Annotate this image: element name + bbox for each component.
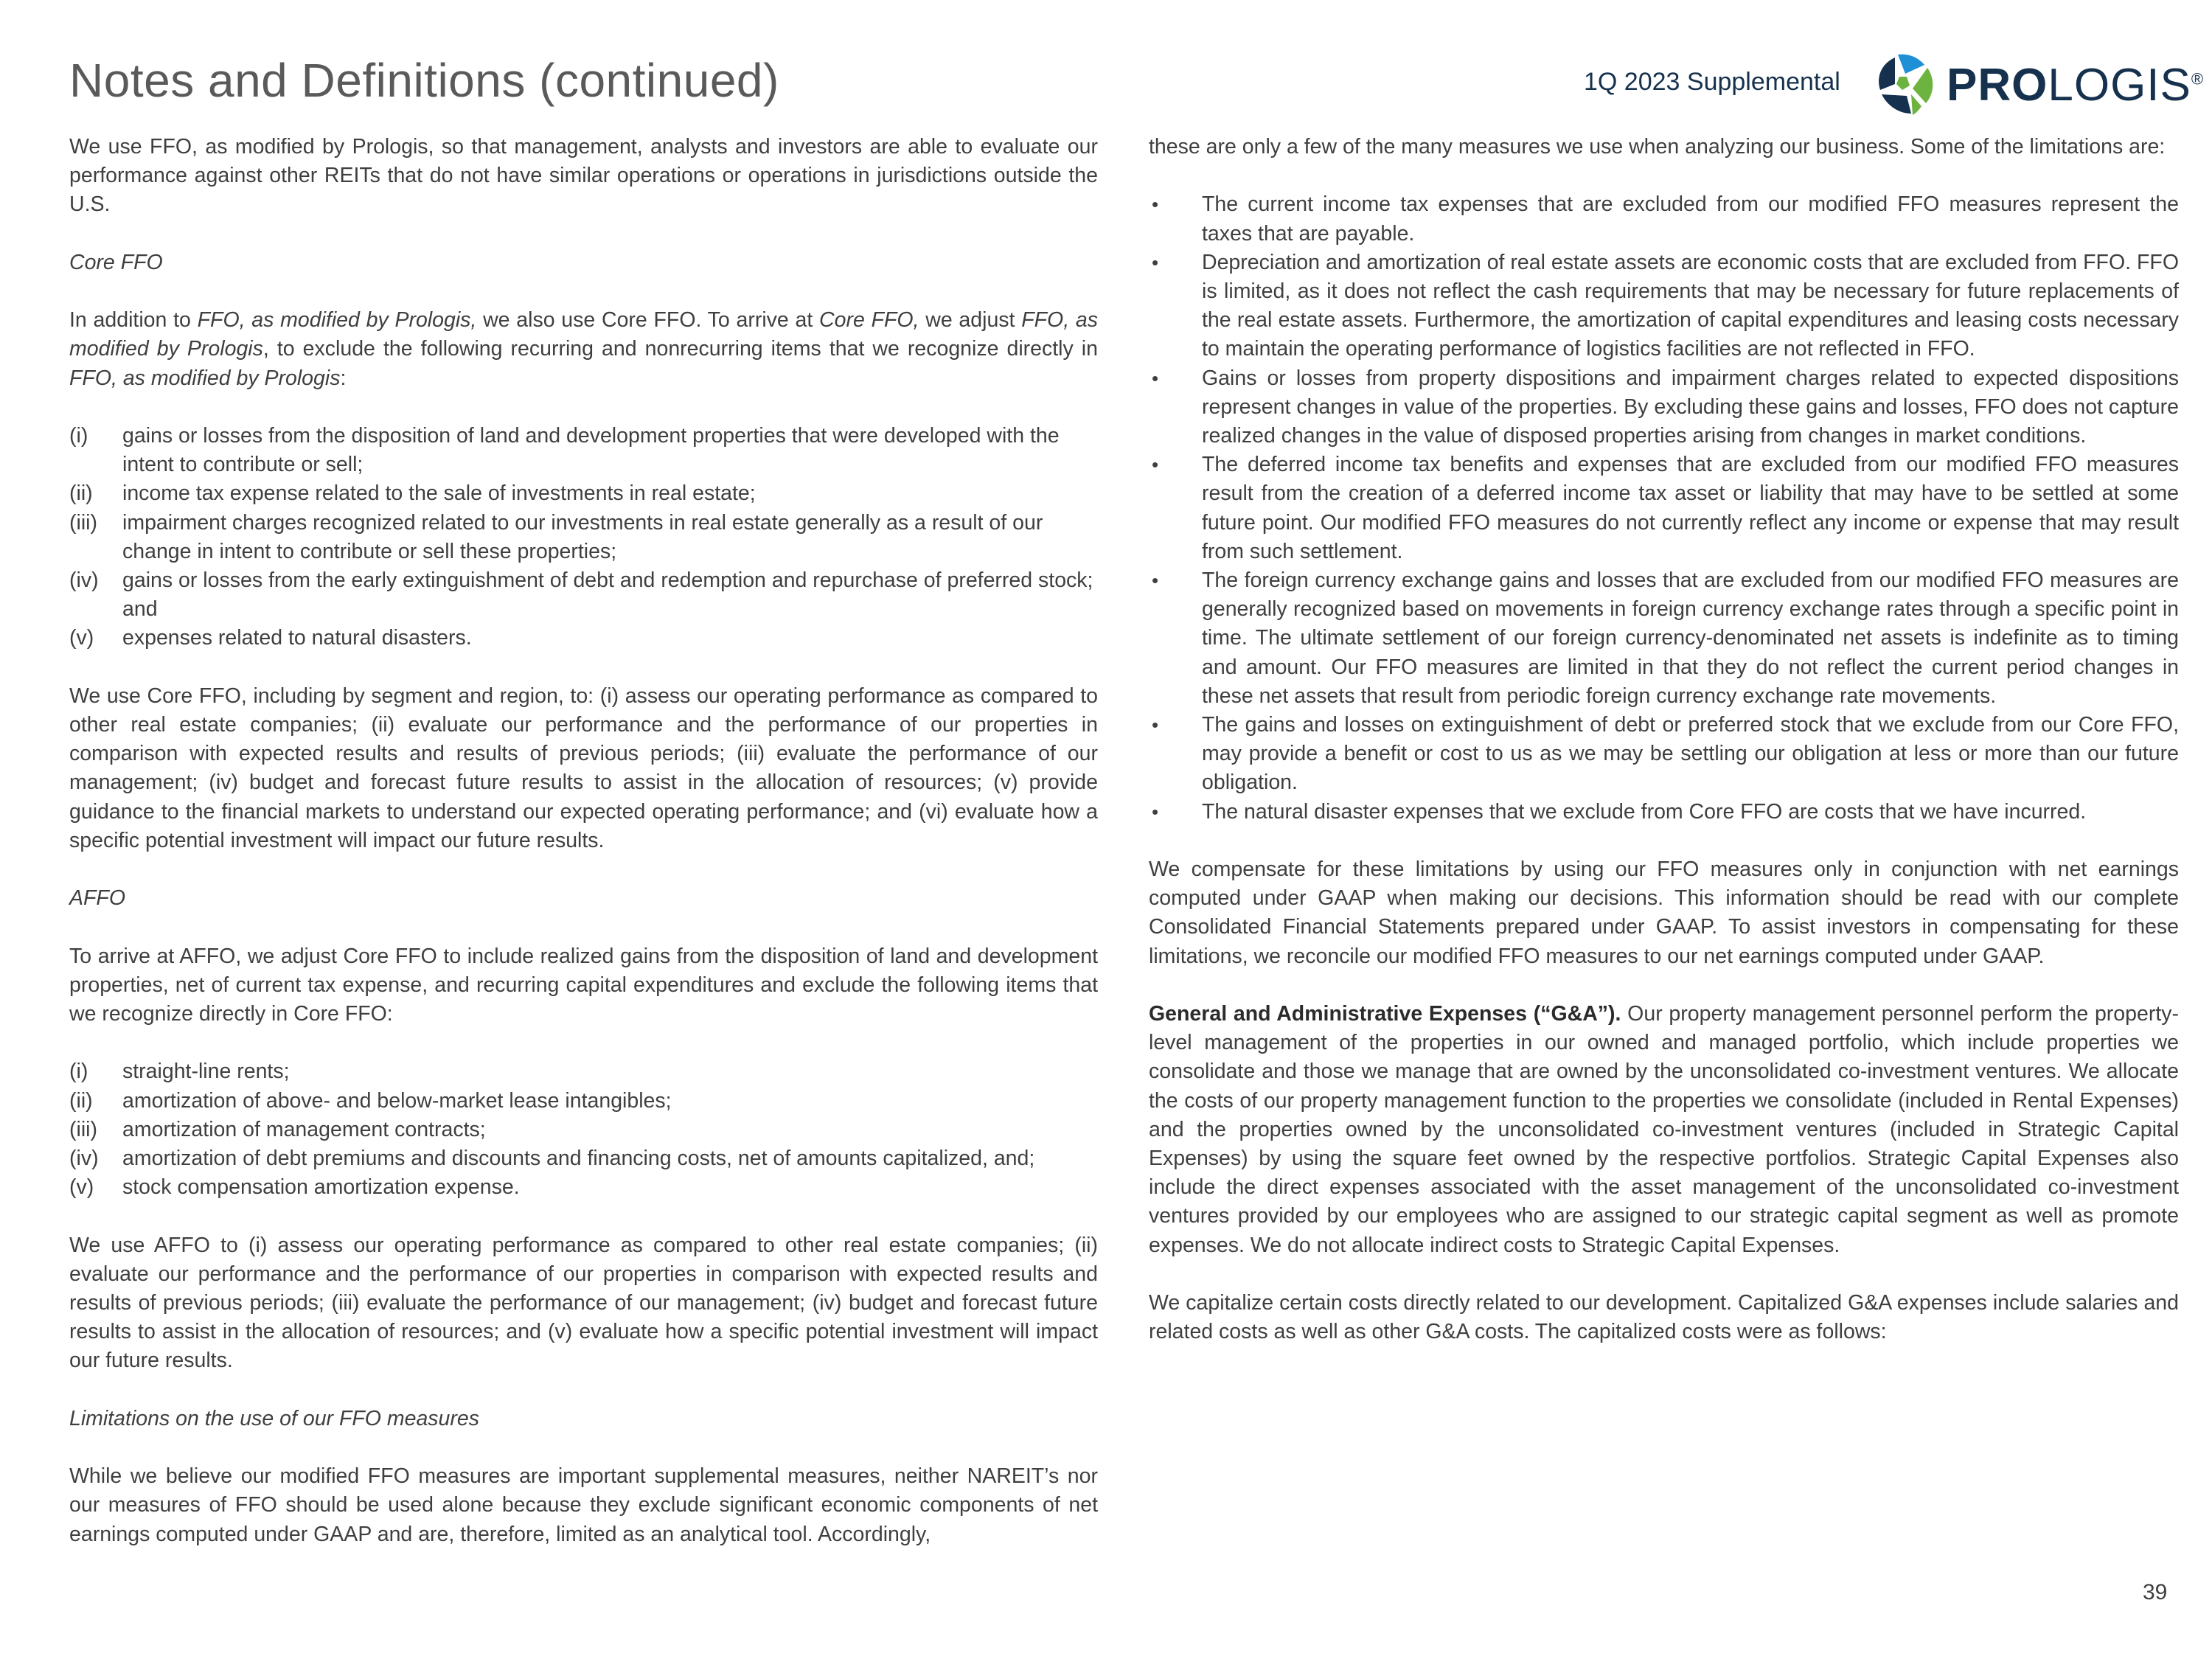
text-span: FFO, as modified by Prologis bbox=[69, 366, 341, 390]
prologis-logo bbox=[1873, 52, 2205, 118]
list-item bbox=[1149, 798, 2179, 827]
list-item bbox=[69, 566, 1098, 624]
list-item-number: (iii) bbox=[69, 510, 97, 535]
list-item bbox=[1149, 190, 2179, 248]
list-item bbox=[69, 624, 1098, 653]
list-item-text: amortization of above- and below-market lease intangibles; bbox=[122, 1088, 672, 1113]
affo-items-list bbox=[69, 1057, 1098, 1202]
list-item-number: (iv) bbox=[69, 1147, 99, 1170]
list-item-text: amortization of debt premiums and discounts and financing costs, net of amounts capitalized, and; bbox=[122, 1147, 1035, 1170]
list-item bbox=[69, 1144, 1098, 1173]
text-span: Core FFO, bbox=[819, 308, 919, 333]
ga-text: Our property management personnel perform the property-level management of the properties in our owned and managed portfolio, which include properties we consolidate and those we manage that are owned by the unconsolidated co-investment ventures. We allocate the costs of our property management function to the properties we consolidate (included in Rental Expenses) and the properties owned by the unconsolidated co-investment ventures (included in Strategic Capital Expenses) by using the square feet owned by the respective portfolios. Strategic Capital Expenses also include the direct expenses associated with the asset management of the unconsolidated co-investment ventures provided by our employees who are assigned to our strategic capital segment as well as promote expenses. We do not allocate indirect costs to Strategic Capital Expenses. bbox=[1149, 1002, 2179, 1257]
bullet-icon: • bbox=[1152, 714, 1159, 737]
core-ffo-heading: Core FFO bbox=[69, 250, 163, 274]
affo-use-paragraph: We use AFFO to (i) assess our operating performance as compared to other real estate companies; (ii) evaluate our performance and the performance of our properties in comparison with expected results and results of previous periods; (iii) evaluate the performance of our management; (iv) budget and forecast future results to assist in the allocation of resources; and (v) evaluate how a specific potential investment will impact our future results. bbox=[69, 1233, 1098, 1373]
list-item bbox=[69, 1116, 1098, 1144]
compensate-paragraph: We compensate for these limitations by using our FFO measures only in conjunction with net earnings computed under GAAP when making our decisions. This information should be read with our complete Consolidated Financial Statements prepared under GAAP. To assist investors in compensating for these limitations, we reconcile our modified FFO measures to our net earnings computed under GAAP. bbox=[1149, 858, 2179, 968]
list-item bbox=[1149, 364, 2179, 451]
list-item bbox=[69, 1087, 1098, 1116]
bullet-icon: • bbox=[1152, 453, 1159, 476]
list-item bbox=[69, 509, 1098, 566]
limitations-heading: Limitations on the use of our FFO measures bbox=[69, 1406, 480, 1430]
list-item-text: gains or losses from the disposition of land and development properties that were developed with the intent to contribute or sell; bbox=[122, 423, 1060, 477]
page-number: 39 bbox=[2143, 1580, 2168, 1604]
logo-registered-mark: ® bbox=[2191, 69, 2205, 88]
logo-wordmark-bold: PRO bbox=[1947, 60, 2048, 111]
list-item-number: (iv) bbox=[69, 568, 99, 592]
list-item-number: (v) bbox=[69, 1175, 94, 1200]
core-ffo-intro bbox=[69, 306, 1098, 393]
list-item bbox=[69, 1057, 1098, 1086]
prologis-globe-icon bbox=[1873, 52, 1939, 118]
list-item-text: The foreign currency exchange gains and losses that are excluded from our modified FFO measures are generally recognized based on movements in foreign currency exchange rates through a specific point in time. The ultimate settlement of our foreign currency-denominated net assets is indefinite as to timing and amount. Our FFO measures are limited in that they do not reflect the current period changes in these net assets that result from periodic foreign currency exchange rate movements. bbox=[1202, 568, 2179, 708]
bullet-icon: • bbox=[1152, 366, 1159, 389]
list-item bbox=[69, 422, 1098, 479]
list-item-number: (iii) bbox=[69, 1117, 97, 1141]
list-item-text: The natural disaster expenses that we exclude from Core FFO are costs that we have incurred. bbox=[1202, 799, 2087, 824]
limitations-continued: these are only a few of the many measures we use when analyzing our business. Some of the limitations are: bbox=[1149, 135, 2166, 159]
affo-intro: To arrive at AFFO, we adjust Core FFO to include realized gains from the disposition of land and development properties, net of current tax expense, and recurring capital expenditures and exclude the following items that we recognize directly in Core FFO: bbox=[69, 944, 1098, 1026]
ga-paragraph bbox=[1149, 1000, 2179, 1260]
text-span: FFO, as modified by Prologis bbox=[69, 308, 1098, 361]
list-item bbox=[69, 479, 1098, 508]
limitations-intro: While we believe our modified FFO measures are important supplemental measures, neither NAREIT’s nor our measures of FFO should be used alone because they exclude significant economic components of net earnings computed under GAAP and are, therefore, limited as an analytical tool. Accordingly, bbox=[69, 1464, 1098, 1546]
list-item bbox=[69, 1173, 1098, 1202]
logo-wordmark bbox=[1947, 59, 2204, 111]
core-ffo-use-paragraph: We use Core FFO, including by segment and region, to: (i) assess our operating performance as compared to other real estate companies; (ii) evaluate our performance and the performance of our properties in comparison with expected results and results of previous periods; (iii) evaluate the performance of our management; (iv) budget and forecast future results to assist in the allocation of resources; (v) provide guidance to the financial markets to understand our expected operating performance; and (vi) evaluate how a specific potential investment will impact our future results. bbox=[69, 684, 1098, 852]
limitations-bullet-list bbox=[1149, 190, 2179, 826]
text-span: : bbox=[340, 366, 347, 390]
list-item-number: (i) bbox=[69, 1060, 88, 1084]
list-item-text: The current income tax expenses that are excluded from our modified FFO measures represent the taxes that are payable. bbox=[1202, 192, 2179, 246]
ga-heading: General and Administrative Expenses (“G&A”). bbox=[1149, 1002, 1621, 1026]
list-item-text: income tax expense related to the sale of investments in real estate; bbox=[122, 481, 756, 506]
list-item-number: (ii) bbox=[69, 1088, 93, 1113]
text-span: we adjust bbox=[919, 308, 1022, 333]
supplemental-label: 1Q 2023 Supplemental bbox=[1584, 68, 1840, 96]
bullet-icon: • bbox=[1152, 193, 1159, 216]
ffo-modified-paragraph: We use FFO, as modified by Prologis, so that management, analysts and investors are able to evaluate our performance against other REITs that do not have similar operations or operations in jurisdictions outside the U.S. bbox=[69, 135, 1098, 217]
text-span: , to exclude the following recurring and nonrecurring items that we recognize directly in bbox=[262, 337, 1098, 361]
list-item-text: amortization of management contracts; bbox=[122, 1117, 486, 1141]
list-item-text: The gains and losses on extinguishment of debt or preferred stock that we exclude from our Core FFO, may provide a benefit or cost to us as we may be settling our obligation at less or more than our future obligation. bbox=[1202, 713, 2179, 795]
list-item bbox=[1149, 248, 2179, 364]
logo-wordmark-light: LOGIS bbox=[2048, 60, 2191, 111]
bullet-icon: • bbox=[1152, 251, 1159, 274]
bullet-icon: • bbox=[1152, 569, 1159, 592]
list-item bbox=[1149, 451, 2179, 566]
capitalize-paragraph: We capitalize certain costs directly related to our development. Capitalized G&A expenses include salaries and related costs as well as other G&A costs. The capitalized costs were as follows: bbox=[1149, 1291, 2179, 1344]
list-item-text: expenses related to natural disasters. bbox=[122, 626, 472, 650]
list-item-number: (v) bbox=[69, 626, 94, 650]
list-item-text: Gains or losses from property dispositions and impairment charges related to expected dispositions represent changes in value of the properties. By excluding these gains and losses, FFO does not capture realized changes in the value of disposed properties arising from changes in market conditions. bbox=[1202, 366, 2179, 448]
list-item-number: (ii) bbox=[69, 481, 93, 506]
page-title: Notes and Definitions (continued) bbox=[69, 54, 779, 107]
list-item-text: impairment charges recognized related to our investments in real estate generally as a result of our change in intent to contribute or sell these properties; bbox=[122, 510, 1043, 563]
core-ffo-items-list bbox=[69, 422, 1098, 653]
right-column bbox=[1149, 133, 2179, 1346]
list-item-text: stock compensation amortization expense. bbox=[122, 1175, 520, 1200]
list-item-text: The deferred income tax benefits and expenses that are excluded from our modified FFO measures result from the creation of a deferred income tax asset or liability that may have to be settled at some future point. Our modified FFO measures do not currently reflect any income or expense that may result from such settlement. bbox=[1202, 453, 2179, 563]
text-span: we also use Core FFO. To arrive at bbox=[476, 308, 820, 333]
text-span: In addition to bbox=[69, 308, 198, 333]
list-item-number: (i) bbox=[69, 423, 88, 448]
list-item-text: straight-line rents; bbox=[122, 1060, 290, 1084]
text-span: FFO, as modified by Prologis, bbox=[197, 308, 477, 333]
left-column bbox=[69, 133, 1098, 1549]
bullet-icon: • bbox=[1152, 800, 1159, 823]
list-item-text: gains or losses from the early extinguishment of debt and redemption and repurchase of preferred stock; and bbox=[122, 568, 1093, 622]
list-item-text: Depreciation and amortization of real estate assets are economic costs that are excluded from FFO. FFO is limited, as it does not reflect the cash requirements that may be necessary for future replacements of the real estate assets. Furthermore, the amortization of capital expenditures and leasing costs necessary to maintain the operating performance of logistics facilities are not reflected in FFO. bbox=[1202, 250, 2179, 361]
list-item bbox=[1149, 711, 2179, 798]
affo-heading: AFFO bbox=[69, 886, 125, 911]
list-item bbox=[1149, 566, 2179, 711]
